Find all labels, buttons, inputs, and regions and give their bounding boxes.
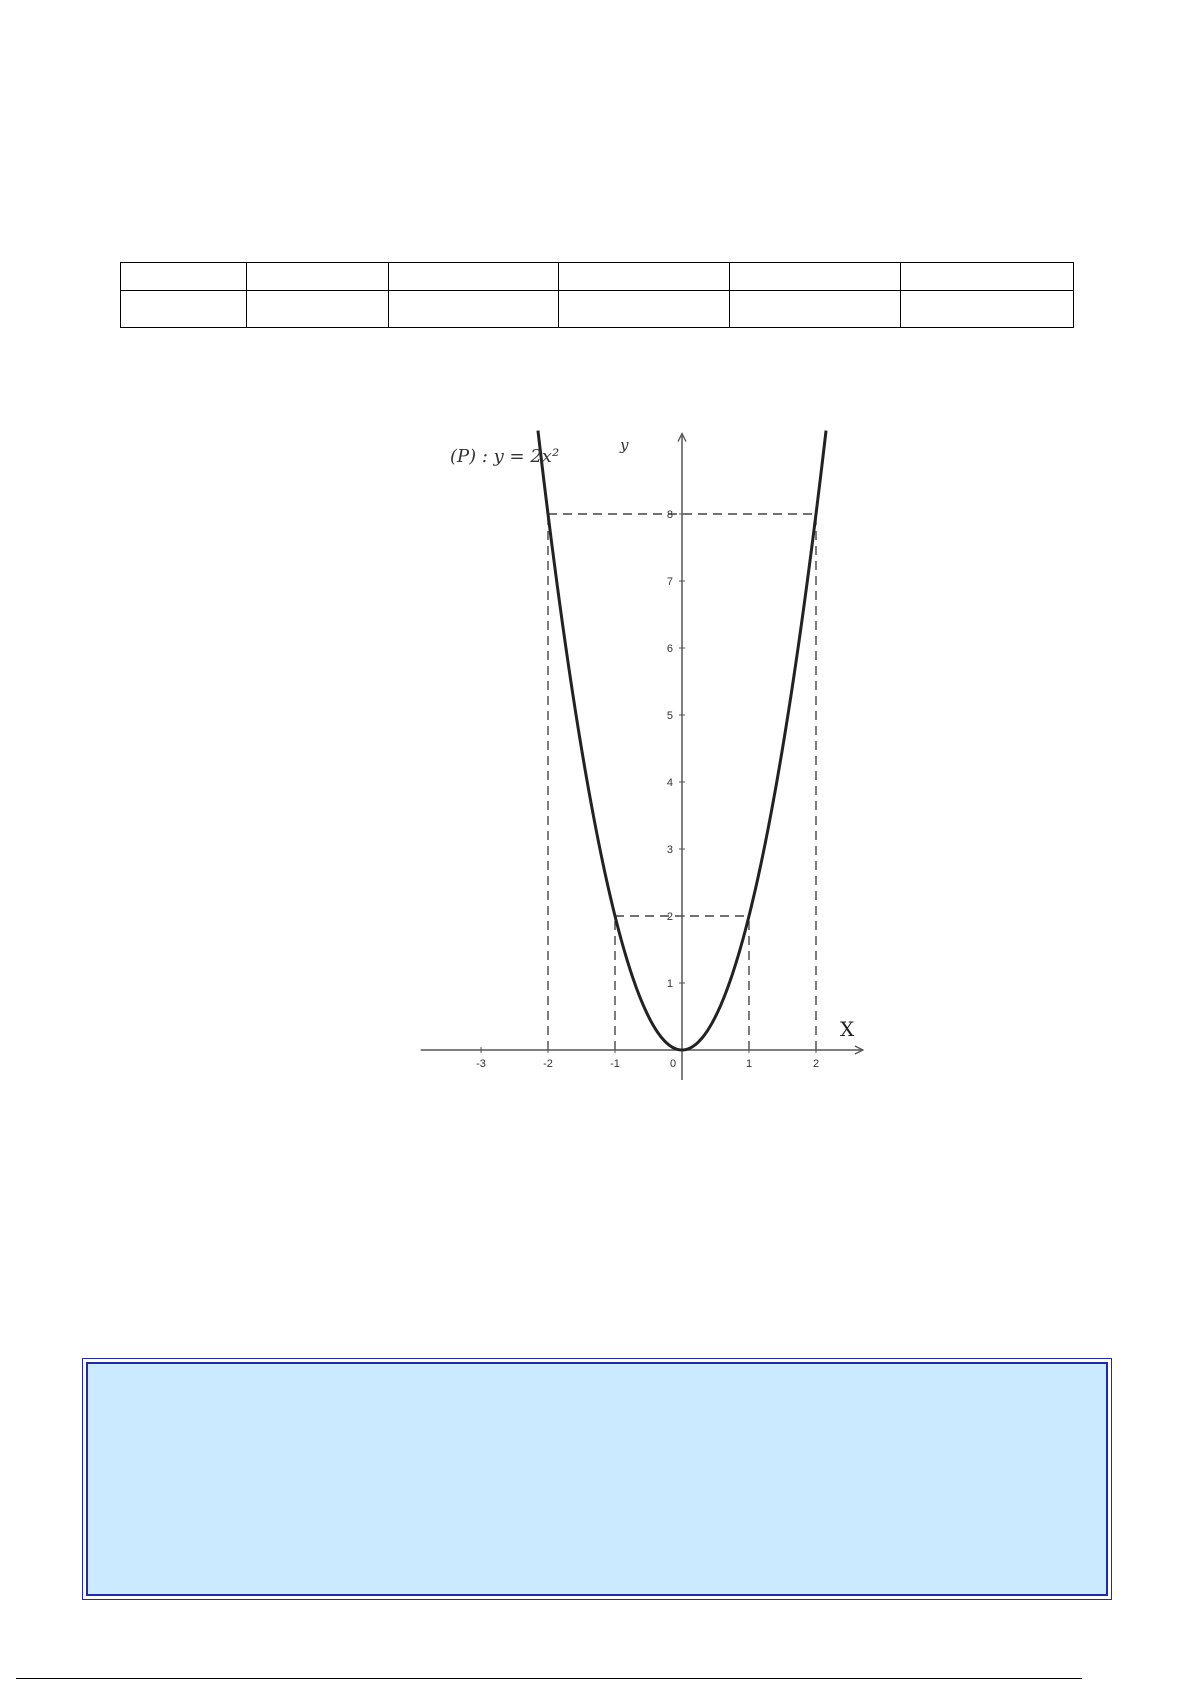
x-tick-label: 2	[812, 1058, 820, 1070]
table-cell	[389, 263, 559, 291]
table-cell	[730, 263, 901, 291]
x-tick-label: 0	[669, 1058, 677, 1070]
table-cell	[247, 291, 389, 328]
table-cell	[389, 291, 559, 328]
table-row	[121, 263, 1074, 291]
table-cell	[730, 291, 901, 328]
table-cell	[121, 263, 247, 291]
tick-labels	[476, 509, 819, 1070]
y-tick-label: 5	[666, 710, 673, 722]
table-cell	[901, 291, 1074, 328]
x-axis-label: X	[840, 1017, 855, 1041]
y-tick-label: 7	[666, 576, 673, 588]
table-cell	[559, 291, 730, 328]
x-tick-label: 1	[745, 1058, 753, 1070]
footer-rule	[16, 1678, 1082, 1679]
table-cell	[121, 291, 247, 328]
y-axis-label: y	[620, 436, 629, 454]
table-cell	[559, 263, 730, 291]
values-table	[120, 262, 1074, 328]
axes	[421, 434, 863, 1080]
info-box	[86, 1362, 1108, 1596]
x-tick-label: -1	[610, 1058, 620, 1070]
table-row	[121, 291, 1074, 328]
y-tick-label: 4	[666, 777, 673, 789]
y-tick-label: 2	[666, 911, 673, 923]
table-cell	[901, 263, 1074, 291]
y-tick-label: 8	[666, 509, 673, 521]
y-tick-label: 6	[666, 643, 673, 655]
curve-label: (P) : y = 2x²	[450, 446, 560, 467]
y-tick-label: 3	[666, 844, 673, 856]
parabola-graph	[410, 420, 870, 1090]
x-tick-label: -2	[543, 1058, 553, 1070]
x-tick-label: -3	[476, 1058, 486, 1070]
y-tick-label: 1	[666, 978, 673, 990]
table-cell	[247, 263, 389, 291]
